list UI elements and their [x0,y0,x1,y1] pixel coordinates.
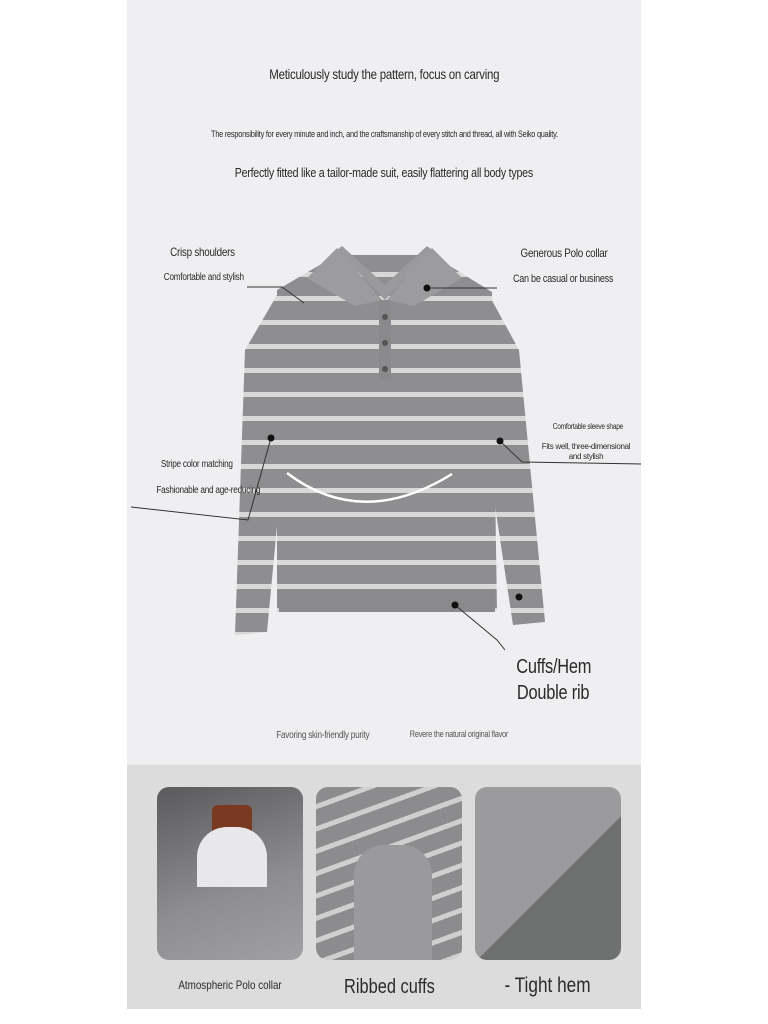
callout-collar-desc: Can be casual or business [512,273,614,285]
ribbed-cuff [354,845,432,960]
white-shirt-collar [197,827,267,887]
callout-shoulders-desc: Comfortable and stylish [163,272,244,283]
detail-image-collar [157,787,303,960]
product-detail-panel [127,0,641,765]
callout-stripe-desc: Fashionable and age-reducing [156,485,261,496]
callout-cuffs-line2: Double rib [516,682,590,704]
section-subtitle: The responsibility for every minute and inch, and the craftsmanship of every stitch and thread, all with Seiko quality. [210,129,558,139]
sweater-illustration [127,0,641,765]
detail-image-cuff [316,787,462,960]
callout-sleeve-desc: Fits well, three-dimensional and stylish [541,442,631,461]
callout-cuffs-line1: Cuffs/Hem [516,656,592,678]
caption-tight-hem: - Tight hem [504,974,592,997]
callout-stripe-title: Stripe color matching [160,459,233,470]
callout-sleeve-title: Comfortable sleeve shape [552,422,624,431]
note-skin-friendly: Favoring skin-friendly purity [276,730,370,741]
detail-image-hem [475,787,621,960]
detail-gallery [127,765,641,1009]
callout-shoulders-title: Crisp shoulders [170,245,235,259]
callout-collar-title: Generous Polo collar [520,246,608,260]
section-title: Meticulously study the pattern, focus on carving [268,66,500,82]
section-tagline: Perfectly fitted like a tailor-made suit, easily flattering all body types [234,165,534,180]
note-natural-flavor: Revere the natural original flavor [409,729,509,739]
caption-polo-collar: Atmospheric Polo collar [178,978,282,992]
caption-ribbed-cuffs: Ribbed cuffs [343,976,435,998]
